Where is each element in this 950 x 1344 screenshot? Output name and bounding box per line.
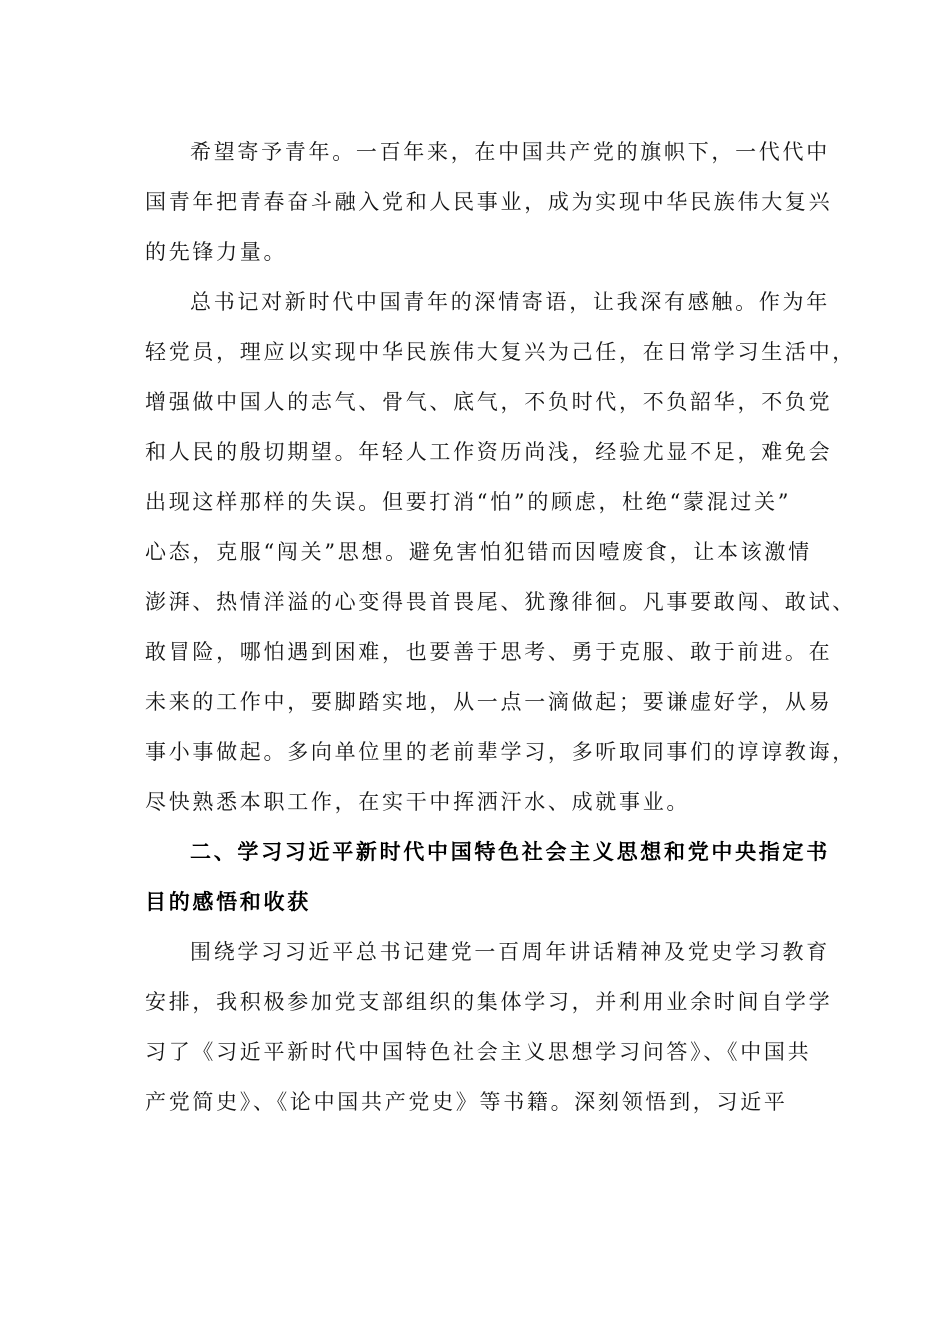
- paragraph-3-line-3: 习了《习近平新时代中国特色社会主义思想学习问答》、《中国共: [145, 1040, 812, 1064]
- paragraph-2-line-7: 澎湃、热情洋溢的心变得畏首畏尾、犹豫徘徊。凡事要敢闯、敢试、: [145, 590, 856, 614]
- paragraph-3-line-4: 产党简史》、《论中国共产党史》等书籍。深刻领悟到，习近平: [145, 1090, 788, 1114]
- paragraph-1-line-3: 的先锋力量。: [145, 240, 288, 264]
- paragraph-2-line-11: 尽快熟悉本职工作，在实干中挥洒汗水、成就事业。: [145, 790, 691, 814]
- paragraph-2-line-6: 心态，克服“闯关”思想。避免害怕犯错而因噎废食，让本该激情: [145, 540, 812, 564]
- paragraph-1-line-2: 国青年把青春奋斗融入党和人民事业，成为实现中华民族伟大复兴: [145, 190, 833, 214]
- section-heading-line-1: 二、学习习近平新时代中国特色社会主义思想和党中央指定书: [190, 840, 830, 864]
- paragraph-2-line-10: 事小事做起。多向单位里的老前辈学习，多听取同事们的谆谆教诲，: [145, 740, 856, 764]
- section-heading-line-2: 目的感悟和收获: [145, 890, 311, 914]
- paragraph-1-line-1: 希望寄予青年。一百年来，在中国共产党的旗帜下，一代代中: [190, 140, 830, 164]
- paragraph-3-line-1: 围绕学习习近平总书记建党一百周年讲话精神及党史学习教育: [190, 940, 830, 964]
- paragraph-2-line-2: 轻党员，理应以实现中华民族伟大复兴为己任，在日常学习生活中，: [145, 340, 856, 364]
- paragraph-3-line-2: 安排，我积极参加党支部组织的集体学习，并利用业余时间自学学: [145, 990, 833, 1014]
- paragraph-2-line-8: 敢冒险，哪怕遇到困难，也要善于思考、勇于克服、敢于前进。在: [145, 640, 833, 664]
- paragraph-2-line-9: 未来的工作中，要脚踏实地，从一点一滴做起；要谦虚好学，从易: [145, 690, 833, 714]
- paragraph-2-line-4: 和人民的殷切期望。年轻人工作资历尚浅，经验尤显不足，难免会: [145, 440, 833, 464]
- paragraph-2-line-5: 出现这样那样的失误。但要打消“怕”的顾虑，杜绝“蒙混过关”: [145, 490, 792, 514]
- paragraph-2-line-3: 增强做中国人的志气、骨气、底气，不负时代，不负韶华，不负党: [145, 390, 833, 414]
- paragraph-2-line-1: 总书记对新时代中国青年的深情寄语，让我深有感触。作为年: [190, 290, 830, 314]
